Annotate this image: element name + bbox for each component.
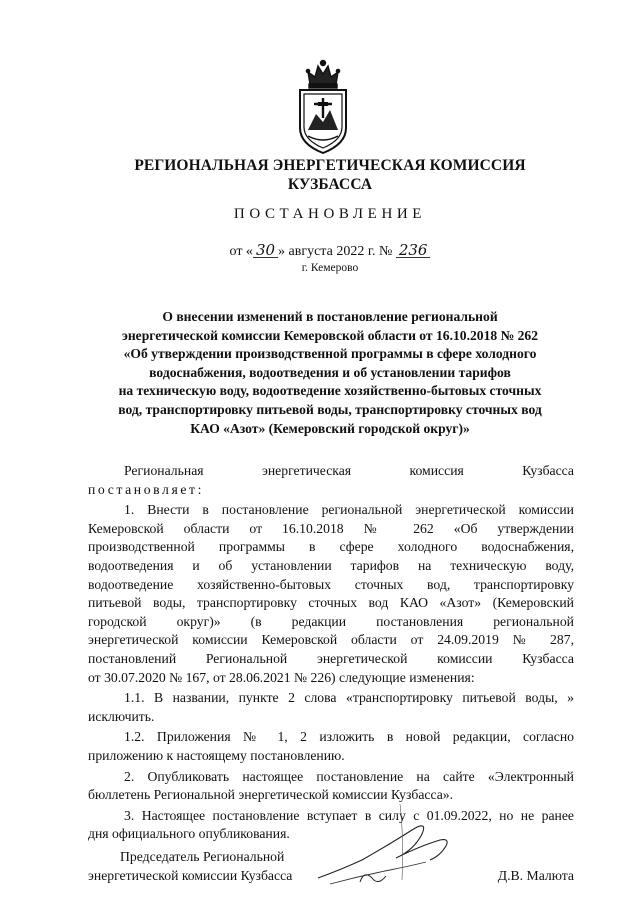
paragraph-1-2 — [88, 728, 574, 765]
body-line: исключить. — [88, 708, 155, 724]
body-line: 1.1. В названии, пункте 2 слова «транспортировку питьевой воды, » — [124, 690, 574, 706]
signer-title-line: энергетической комиссии Кузбасса — [88, 867, 293, 883]
signature-block — [88, 848, 574, 885]
body-line: водоотведение хозяйственно-бытовых сточных вод, транспортировку — [88, 576, 574, 592]
signer-title-line: Председатель Региональной — [120, 849, 285, 864]
body-line: энергетической комиссии Кемеровской области от 24.09.2019 № 287, — [88, 632, 574, 648]
body-line: приложению к настоящему постановлению. — [88, 747, 345, 763]
document-title — [86, 308, 574, 438]
body-line: дня официального опубликования. — [88, 826, 290, 842]
body-line: 1.2. Приложения № 1, 2 изложить в новой редакции, согласно — [124, 729, 574, 745]
organization-name-line: КУЗБАССА — [287, 176, 373, 193]
title-line: «Об утверждении производственной программы в сфере холодного — [123, 346, 537, 362]
title-line: вод, транспортировку питьевой воды, транспортировку сточных вод — [118, 401, 542, 417]
document-type: ПОСТАНОВЛЕНИЕ — [233, 206, 427, 222]
body-line: Региональная энергетическая комиссия Кузбасса — [124, 463, 574, 478]
body-line: питьевой воды, транспортировку сточных вод КАО «Азот» (Кемеровский — [88, 595, 574, 611]
body-line: городской округ)» (в редакции постановления региональной — [88, 613, 574, 629]
handwritten-day: 30 — [253, 243, 278, 258]
date-prefix: от « — [229, 244, 253, 259]
title-line: КАО «Азот» (Кемеровский городской округ)» — [190, 420, 470, 436]
body-line: от 30.07.2020 № 167, от 28.06.2021 № 226) следующие изменения: — [88, 669, 475, 685]
handwritten-number: 236 — [396, 243, 431, 258]
signer-name: Д.В. Малюта — [497, 867, 574, 883]
paragraph-1 — [88, 501, 574, 687]
document-body — [88, 462, 574, 846]
body-line: Кемеровской области от 16.10.2018 № 262 «Об утверждении — [88, 520, 574, 536]
body-line: производственной программы в сфере холодного водоснабжения, — [88, 539, 574, 555]
city: г. Кемерово — [301, 262, 359, 274]
date-middle: » августа 2022 г. № — [278, 244, 393, 259]
body-line: постановлений Региональной энергетической комиссии Кузбасса — [88, 650, 574, 666]
body-line: бюллетень Региональной энергетической комиссии Кузбасса». — [88, 787, 454, 803]
preamble — [88, 462, 574, 499]
document-date-number — [90, 243, 570, 260]
title-line: водоснабжения, водоотведения и об установлении тарифов — [149, 364, 511, 380]
paragraph-1-1 — [88, 689, 574, 726]
title-line: О внесении изменений в постановление региональной — [162, 309, 498, 324]
title-line: энергетической комиссии Кемеровской области от 16.10.2018 № 262 — [121, 327, 539, 343]
organization-name — [90, 156, 570, 194]
kuzbass-coat-of-arms-icon — [294, 58, 352, 156]
organization-name-line: РЕГИОНАЛЬНАЯ ЭНЕРГЕТИЧЕСКАЯ КОМИССИЯ — [134, 157, 526, 174]
body-line: водоотведения и об установлении тарифов на техническую воду, — [88, 557, 574, 573]
title-line: на техническую воду, водоотведение хозяйственно-бытовых сточных — [118, 383, 542, 399]
body-line: 3. Настоящее постановление вступает в силу с 01.09.2022, но не ранее — [124, 807, 574, 823]
body-line: постановляет: — [88, 481, 205, 497]
body-line: 2. Опубликовать настоящее постановление на сайте «Электронный — [124, 768, 574, 784]
body-line: 1. Внести в постановление региональной энергетической комиссии — [124, 502, 574, 518]
